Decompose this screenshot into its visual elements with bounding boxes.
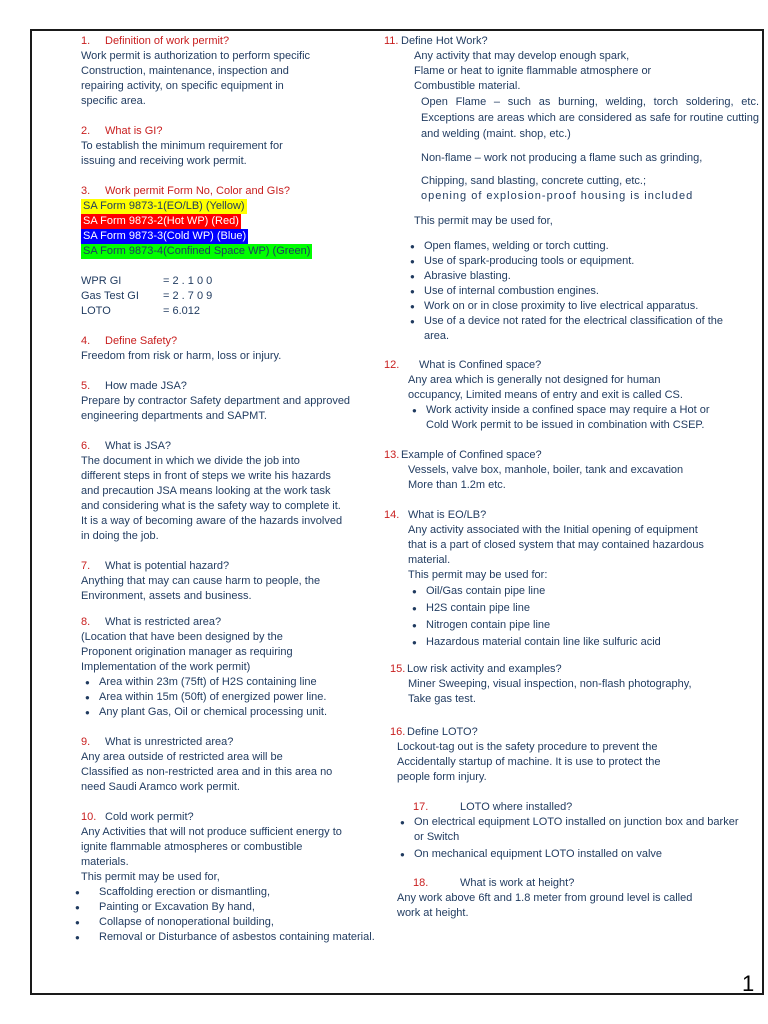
form-blue: SA Form 9873-3(Cold WP) (Blue) <box>83 230 247 242</box>
body-line: Take gas test. <box>408 693 476 705</box>
list-item: ● Use of a device not rated for the electrical classification of the area. <box>406 314 744 344</box>
body-line: material. <box>408 554 451 566</box>
body-line: Prepare by contractor Safety department and approved <box>81 395 351 407</box>
body-line: This permit may be used for, <box>81 871 220 883</box>
form-red: SA Form 9873-2(Hot WP) (Red) <box>83 215 239 227</box>
list-item: ● H2S contain pipe line <box>408 600 764 617</box>
body-line: different steps in front of steps we write his hazards <box>81 470 331 482</box>
section-1 <box>81 34 377 109</box>
body-line: This permit may be used for: <box>408 569 548 581</box>
body-line: Lockout-tag out is the safety procedure to prevent the <box>397 741 658 753</box>
body-line: Any area which is generally not designed for human <box>408 374 661 386</box>
body-line: issuing and receiving work permit. <box>81 155 247 167</box>
left-column <box>81 34 377 945</box>
section-heading: 2. What is GI? <box>81 125 163 137</box>
form-green: SA Form 9873-4(Confined Space WP) (Green) <box>83 245 311 257</box>
list-item: ● Oil/Gas contain pipe line <box>408 583 764 600</box>
gi-value: = 2 . 1 0 0 <box>163 275 213 287</box>
body-line: Freedom from risk or harm, loss or injury. <box>81 350 282 362</box>
body-line: ignite flammable atmospheres or combustible <box>81 841 303 853</box>
list-item: ● Work on or in close proximity to live electrical apparatus. <box>406 299 764 314</box>
list-item: ● Collapse of nonoperational building, <box>71 915 377 930</box>
body-line: in doing the job. <box>81 530 159 542</box>
list-item: ● Removal or Disturbance of asbestos containing material. <box>71 930 377 945</box>
right-column <box>384 34 764 921</box>
section-15 <box>390 662 764 707</box>
section-heading: 14. What is EO/LB? <box>384 509 487 521</box>
body-line: Any activity associated with the Initial opening of equipment <box>408 524 698 536</box>
section-heading: 10. Cold work permit? <box>81 811 194 823</box>
section-2 <box>81 124 377 169</box>
list-item: ● Hazardous material contain line like sulfuric acid <box>408 634 764 651</box>
list-item: ● Any plant Gas, Oil or chemical processing unit. <box>81 705 377 720</box>
section-3 <box>81 184 377 319</box>
gi-label: Gas Test GI <box>81 290 139 302</box>
body-line: Any Activities that will not produce sufficient energy to <box>81 826 342 838</box>
section-heading: 3. Work permit Form No, Color and GIs? <box>81 185 291 197</box>
section-heading: 9. What is unrestricted area? <box>81 736 234 748</box>
section-heading: 7. What is potential hazard? <box>81 560 230 572</box>
section-heading: 6. What is JSA? <box>81 440 172 452</box>
chipping-line: Chipping, sand blasting, concrete cutting, etc.; <box>421 175 647 187</box>
form-yellow: SA Form 9873-1(EO/LB) (Yellow) <box>83 200 245 212</box>
body-line: Any activity that may develop enough spark, <box>414 50 630 62</box>
section-12 <box>384 358 764 433</box>
section-10 <box>81 810 377 945</box>
bullet-list <box>71 885 377 945</box>
list-item: ● Work activity inside a confined space may require a Hot or Cold Work permit to be issued in combination with CSEP. <box>408 403 716 433</box>
bullet-list <box>81 675 377 720</box>
body-line: Any area outside of restricted area will be <box>81 751 283 763</box>
section-heading: 11. Define Hot Work? <box>384 35 488 47</box>
section-9 <box>81 735 377 795</box>
body-line: Vessels, valve box, manhole, boiler, tank and excavation <box>408 464 684 476</box>
section-17 <box>384 800 764 862</box>
body-line: Accidentally startup of machine. It is use to protect the <box>397 756 661 768</box>
list-item: ● Abrasive blasting. <box>406 269 764 284</box>
body-line: It is a way of becoming aware of the hazards involved <box>81 515 343 527</box>
list-item: ● On electrical equipment LOTO installed on junction box and barker or Switch <box>396 815 744 845</box>
list-item: ● Use of internal combustion engines. <box>406 284 764 299</box>
section-heading: 8. What is restricted area? <box>81 616 222 628</box>
section-4 <box>81 334 377 364</box>
bullet-list <box>408 583 764 651</box>
section-heading: 18. What is work at height? <box>413 877 575 889</box>
list-item: ● Scaffolding erection or dismantling, <box>71 885 377 900</box>
section-heading: 5. How made JSA? <box>81 380 187 392</box>
body-line: Any work above 6ft and 1.8 meter from ground level is called <box>397 892 693 904</box>
body-line: and considering what is the safety way to complete it. <box>81 500 341 512</box>
bullet-list <box>396 815 764 862</box>
section-heading: 15. Low risk activity and examples? <box>390 663 562 675</box>
body-line: repairing activity, on specific equipment in <box>81 80 284 92</box>
list-item: ● On mechanical equipment LOTO installed on valve <box>396 847 764 862</box>
gi-label: LOTO <box>81 305 111 317</box>
bullet-list <box>408 403 764 433</box>
section-13 <box>384 448 764 493</box>
body-line: Miner Sweeping, visual inspection, non-flash photography, <box>408 678 692 690</box>
list-item: ● Nitrogen contain pipe line <box>408 617 764 634</box>
gi-label: WPR GI <box>81 275 122 287</box>
section-18 <box>384 876 764 921</box>
section-5 <box>81 379 377 424</box>
gi-value: = 2 . 7 0 9 <box>163 290 213 302</box>
body-line: people form injury. <box>397 771 487 783</box>
body-line: Classified as non-restricted area and in this area no <box>81 766 333 778</box>
body-line: The document in which we divide the job into <box>81 455 300 467</box>
body-line: Environment, assets and business. <box>81 590 252 602</box>
chipping-line: opening of explosion-proof housing is included <box>421 190 694 202</box>
body-line: This permit may be used for, <box>414 215 553 227</box>
section-14 <box>384 508 764 651</box>
section-7 <box>81 559 377 604</box>
open-flame-text: Open Flame – such as burning, welding, torch soldering, etc. Exceptions are areas which are considered as safe for routine cutting and welding (maint. shop, etc.) <box>421 96 759 140</box>
page-number: 1 <box>742 971 755 996</box>
body-line: More than 1.2m etc. <box>408 479 506 491</box>
section-heading: 16. Define LOTO? <box>390 726 478 738</box>
gi-list <box>81 274 377 319</box>
body-line: occupancy, Limited means of entry and exit is called CS. <box>408 389 683 401</box>
body-line: Combustible material. <box>414 80 521 92</box>
list-item: ● Area within 23m (75ft) of H2S containing line <box>81 675 377 690</box>
body-line: need Saudi Aramco work permit. <box>81 781 240 793</box>
body-line: work at height. <box>397 907 469 919</box>
body-line: specific area. <box>81 95 146 107</box>
body-line: Construction, maintenance, inspection and <box>81 65 289 77</box>
non-flame-text: Non-flame – work not producing a flame such as grinding, <box>421 152 703 164</box>
body-line: Flame or heat to ignite flammable atmosphere or <box>414 65 652 77</box>
section-6 <box>81 439 377 544</box>
body-line: Implementation of the work permit) <box>81 661 251 673</box>
body-line: engineering departments and SAPMT. <box>81 410 267 422</box>
list-item: ● Use of spark-producing tools or equipment. <box>406 254 764 269</box>
list-item: ● Open flames, welding or torch cutting. <box>406 239 764 254</box>
body-line: To establish the minimum requirement for <box>81 140 283 152</box>
list-item: ● Painting or Excavation By hand, <box>71 900 377 915</box>
body-line: materials. <box>81 856 129 868</box>
list-item: ● Area within 15m (50ft) of energized power line. <box>81 690 377 705</box>
section-16 <box>390 725 764 785</box>
body-line: Work permit is authorization to perform specific <box>81 50 311 62</box>
section-heading: 17. LOTO where installed? <box>413 801 573 813</box>
body-line: Anything that may can cause harm to people, the <box>81 575 321 587</box>
section-heading: 13. Example of Confined space? <box>384 449 542 461</box>
body-line: that is a part of closed system that may contained hazardous <box>408 539 704 551</box>
body-line: and precaution JSA means looking at the work task <box>81 485 331 497</box>
body-line: (Location that have been designed by the <box>81 631 283 643</box>
section-11 <box>384 34 764 344</box>
section-heading: 4. Define Safety? <box>81 335 178 347</box>
bullet-list <box>406 239 764 344</box>
section-heading: 12. What is Confined space? <box>384 359 542 371</box>
gi-value: = 6.012 <box>163 305 201 317</box>
body-line: Proponent origination manager as requiring <box>81 646 293 658</box>
section-heading: 1. Definition of work permit? <box>81 35 230 47</box>
section-8 <box>81 615 377 720</box>
